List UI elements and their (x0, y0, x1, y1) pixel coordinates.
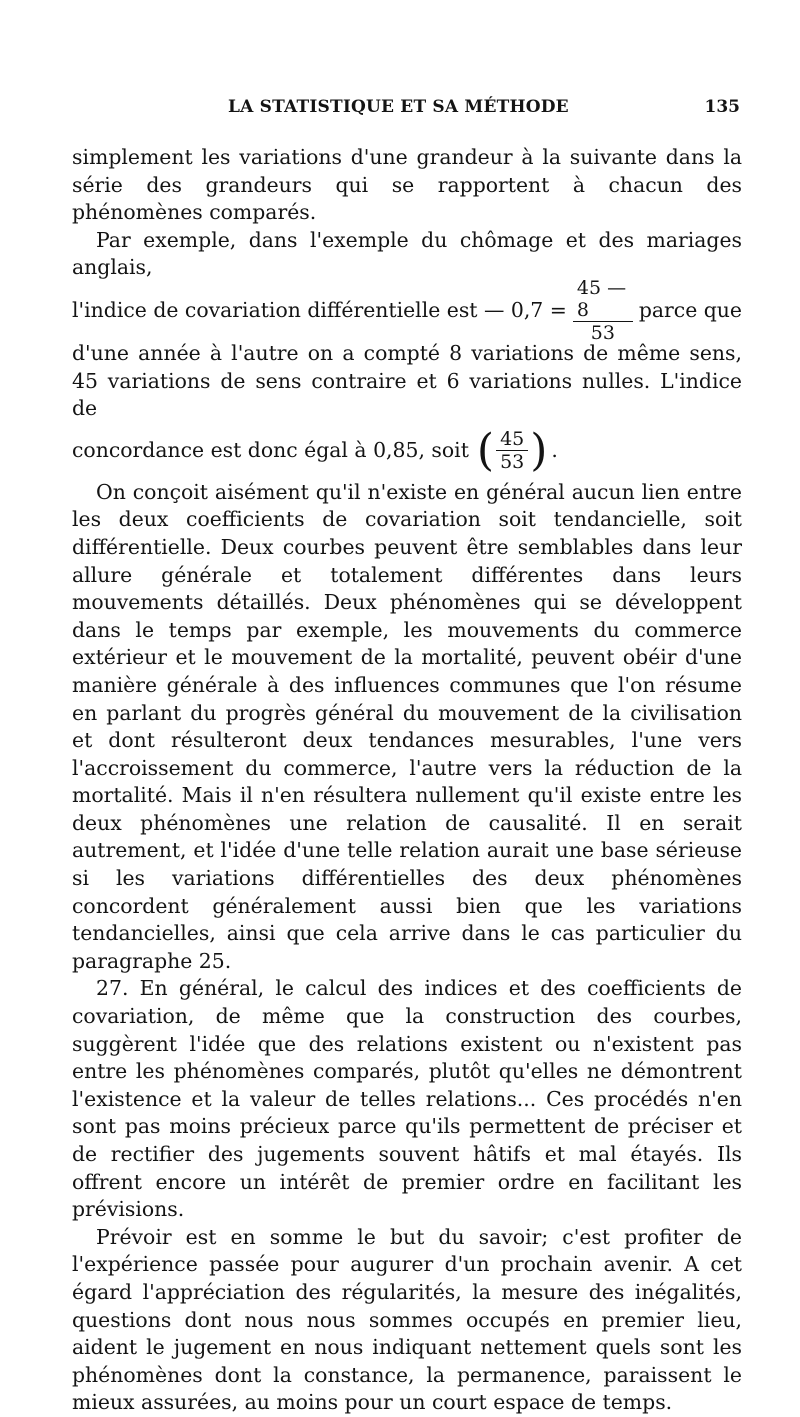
page-header (0, 97, 800, 123)
paragraph-2-line-1: Par exemple, dans l'exemple du chômage et des mariages anglais, (72, 227, 742, 280)
body-text (72, 144, 742, 1417)
page-number: 135 (704, 97, 740, 117)
concordance-fraction-group (476, 424, 558, 476)
left-parenthesis: ( (476, 424, 495, 476)
paragraph-4-section-27: 27. En général, le calcul des indices et des coefficients de covariation, de même que la construction des courbes, suggèrent l'idée que des relations existent ou n'existent pas entre les phénomènes comparés, plutôt qu'elles ne démontrent l'existence et la valeur de telles relations... Ces procédés n'en sont pas moins précieux parce qu'ils permettent de préciser et de rectifier des jugements souvent hâtifs et mal étayés. Ils offrent encore un intérêt de premier ordre en facilitant les prévisions. (72, 976, 742, 1222)
trailing-period: . (551, 437, 558, 462)
right-parenthesis: ) (530, 424, 548, 476)
covariation-formula-line (72, 277, 742, 345)
fraction-numerator: 45 (496, 428, 528, 451)
concordance-fraction (496, 428, 528, 473)
fraction-denominator: 53 (500, 451, 525, 474)
paragraph-2-continued: d'une année à l'autre on a compté 8 variations de même sens, 45 variations de sens contraire et 6 variations nulles. L'indice de (72, 340, 742, 421)
formula-tail-text: parce que (638, 298, 742, 323)
covariation-fraction (573, 277, 633, 344)
paragraph-1: simplement les variations d'une grandeur à la suivante dans la série des grandeurs qui se rapportent à chacun des phénomènes comparés. (72, 145, 742, 225)
concordance-lead-text: concordance est donc égal à 0,85, soit (72, 437, 469, 462)
fraction-denominator: 53 (590, 322, 615, 345)
paragraph-3: On conçoit aisément qu'il n'existe en général aucun lien entre les deux coefficients de covariation soit tendancielle, soit différentielle. Deux courbes peuvent être semblables dans leur allure générale et totalement différentes dans leurs mouvements détaillés. Deux phénomènes qui se développent dans le temps par exemple, les mouvements du commerce extérieur et le mouvement de la mortalité, peuvent obéir d'une manière générale à des influences communes que l'on résume en parlant du progrès général du mouvement de la civilisation et dont résulteront deux tendances mesurables, l'une vers l'accroissement du commerce, l'autre vers la réduction de la mortalité. Mais il n'en résultera nullement qu'il existe entre les deux phénomènes une relation de causalité. Il en serait autrement, et l'idée d'une telle relation aurait une base sérieuse si les variations différentielles des deux phénomènes concordent généralement aussi bien que les variations tendancielles, ainsi que cela arrive dans le cas particulier du paragraphe 25. (72, 479, 742, 973)
fraction-numerator: 45 — 8 (573, 277, 633, 322)
running-head: LA STATISTIQUE ET SA MÉTHODE (228, 97, 569, 117)
formula-lead-text: l'indice de covariation différentielle est — 0,7 = (72, 298, 567, 323)
concordance-formula-line (72, 423, 742, 479)
paragraph-5: Prévoir est en somme le but du savoir; c'est profiter de l'expérience passée pour augurer d'un prochain avenir. A cet égard l'appréciation des régularités, la mesure des inégalités, questions dont nous nous sommes occupés en premier lieu, aident le jugement en nous indiquant nettement quels sont les phénomènes dont la constance, la permanence, paraissent le mieux assurées, au moins pour un court espace de temps. (72, 1224, 742, 1415)
